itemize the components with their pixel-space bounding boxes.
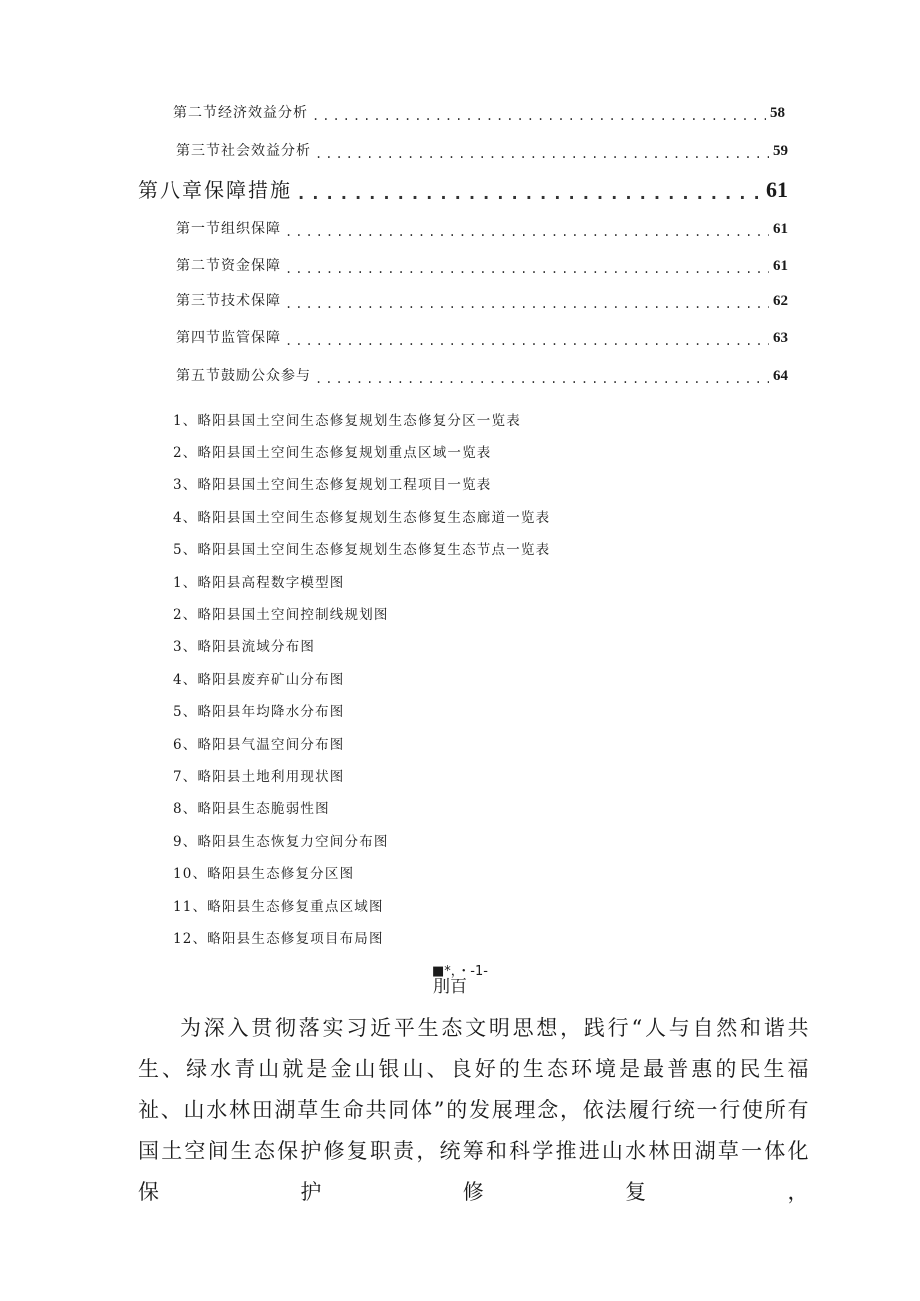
table-list-item: 2、略阳县国土空间生态修复规划重点区域一览表 xyxy=(173,445,492,461)
figure-list-item: 12、略阳县生态修复项目布局图 xyxy=(173,931,384,947)
toc-leader xyxy=(285,298,769,310)
toc-entry[interactable] xyxy=(176,255,788,275)
toc-entry[interactable] xyxy=(176,290,788,310)
toc-entry-label: 第五节鼓励公众参与 xyxy=(176,368,311,384)
toc-entry[interactable] xyxy=(176,365,788,385)
figure-list-item: 9、略阳县生态恢复力空间分布图 xyxy=(173,834,389,850)
toc-leader xyxy=(315,373,769,385)
toc-leader xyxy=(285,226,769,238)
figure-list-item: 5、略阳县年均降水分布图 xyxy=(173,704,345,720)
figure-list-item: 6、略阳县气温空间分布图 xyxy=(173,737,345,753)
toc-entry-page: 64 xyxy=(773,368,788,384)
preface-paragraph: 为深入贯彻落实习近平生态文明思想，践行“人与自然和谐共生、绿水青山就是金山银山、良好的生态环境是最普惠的民生福祉、山水林田湖草生命共同体”的发展理念，依法履行统一行使所有国土空间生态保护修复职责，统筹和科学推进山水林田湖草一体化保护修复， xyxy=(138,1016,810,1204)
toc-entry-page: 59 xyxy=(773,143,788,159)
toc-entry[interactable] xyxy=(176,140,788,160)
toc-chapter-label: 第八章保障措施 xyxy=(138,178,292,202)
toc-entry[interactable] xyxy=(176,327,788,347)
toc-entry-label: 第四节监管保障 xyxy=(176,330,281,346)
toc-entry-page: 62 xyxy=(773,293,788,309)
toc-chapter-entry[interactable] xyxy=(138,174,788,203)
table-list-item: 5、略阳县国土空间生态修复规划生态修复生态节点一览表 xyxy=(173,542,551,558)
toc-leader xyxy=(315,148,769,160)
toc-entry-page: 61 xyxy=(773,221,788,237)
toc-entry[interactable] xyxy=(173,102,785,122)
preface-title: 刖百 xyxy=(433,977,467,997)
toc-entry-label: 第三节技术保障 xyxy=(176,293,281,309)
toc-entry[interactable] xyxy=(176,218,788,238)
toc-entry-label: 第二节经济效益分析 xyxy=(173,105,308,121)
toc-entry-page: 61 xyxy=(773,258,788,274)
toc-chapter-page: 61 xyxy=(766,177,788,202)
toc-leader xyxy=(285,335,769,347)
figure-list-item: 4、略阳县废弃矿山分布图 xyxy=(173,672,345,688)
toc-entry-page: 58 xyxy=(770,105,785,121)
toc-entry-label: 第一节组织保障 xyxy=(176,221,281,237)
figure-list-item: 3、略阳县流域分布图 xyxy=(173,639,316,655)
figure-list-item: 7、略阳县土地利用现状图 xyxy=(173,769,345,785)
toc-entry-page: 63 xyxy=(773,330,788,346)
toc-leader xyxy=(296,186,762,203)
toc-leader xyxy=(285,263,769,275)
figure-list-item: 1、略阳县高程数字模型图 xyxy=(173,575,345,591)
table-list-item: 1、略阳县国土空间生态修复规划生态修复分区一览表 xyxy=(173,413,521,429)
figure-list-item: 2、略阳县国土空间控制线规划图 xyxy=(173,607,389,623)
table-list-item: 3、略阳县国土空间生态修复规划工程项目一览表 xyxy=(173,477,492,493)
toc-leader xyxy=(312,110,766,122)
ocr-noise-text: ■*，・-1- xyxy=(432,964,488,979)
figure-list-item: 8、略阳县生态脆弱性图 xyxy=(173,801,330,817)
toc-entry-label: 第三节社会效益分析 xyxy=(176,143,311,159)
figure-list-item: 11、略阳县生态修复重点区域图 xyxy=(173,899,384,915)
toc-entry-label: 第二节资金保障 xyxy=(176,258,281,274)
figure-list-item: 10、略阳县生态修复分区图 xyxy=(173,866,355,882)
table-list-item: 4、略阳县国土空间生态修复规划生态修复生态廊道一览表 xyxy=(173,510,551,526)
